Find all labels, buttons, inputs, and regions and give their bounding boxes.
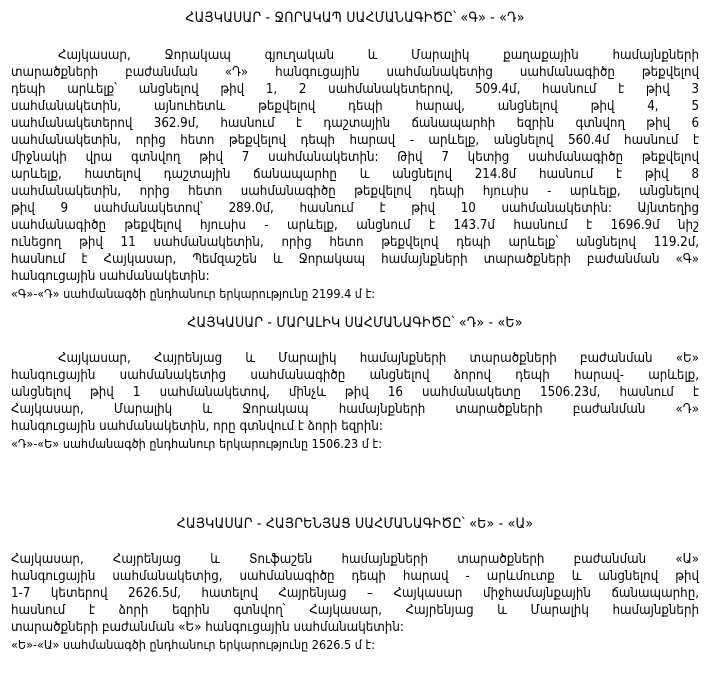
paragraph-line: սահմանակետերով 362.9մ, հասնում է դաշտային ճանապարհի եզրին գտնվող թիվ 6 — [11, 116, 699, 131]
paragraph-line: միջնակի վրա գտնվող թիվ 7 սահմանակետին: Թիվ 7 կետից սահմանագիծը թեքվելով — [11, 150, 699, 165]
paragraph-line: հանգուցային սահմանակետից, սահմանագիծը դեպի հարավ - արևմուտք և անցնելով թիվ — [11, 569, 699, 584]
paragraph-line: Հայկասար, Ջորակապ գյուղական և Մարալիկ քաղաքային համայնքների — [58, 48, 699, 63]
paragraph-line: սահմանակետին, այնուհետև թեքվելով դեպի հարավ, անցնելով թիվ 4, 5 — [11, 99, 699, 114]
paragraph-line: հանգուցային սահմանակետից սահմանագիծը անցնելով ձորով դեպի հարավ- արևելք, — [11, 368, 699, 383]
section-total-length: «Ե»-«Ա» սահմանագծի ընդհանուր երկարությունը 2626.5 մ է: — [11, 637, 375, 652]
section-heading-e-a: ՀԱՅԿԱՍԱՐ - ՀԱՅՐԵՆՅԱՑ ՍԱՀՄԱՆԱԳԻԾԸ՝ «Ե» - «Ա» — [176, 516, 534, 532]
paragraph-line: հասնում է ձորի եզրին գտնվող՝ Հայկասար, Հայրենյաց և Մարալիկ համայնքների — [11, 603, 699, 618]
paragraph-line: տարածքների բաժանման «Ե» հանգուցային սահմանակետին: — [11, 620, 404, 635]
paragraph-line: տարածքների բաժանման «Դ» հանգուցային սահմանակետից սահմանագիծը թեքվելով — [11, 65, 699, 80]
section-total-length: «Գ»-«Դ» սահմանագծի ընդհանուր երկարությունը 2199.4 մ է: — [11, 286, 376, 301]
paragraph-line: դեպի արևելք՝ անցնելով թիվ 1, 2 սահմանակետերով, 509.4մ, հասնում է թիվ 3 — [11, 82, 699, 97]
paragraph-line: հասնում է Հայկասար, Պեմզաշեն և Ջորակապ համայնքների տարածքների բաժանման «Գ» — [11, 252, 699, 267]
paragraph-line: Հայկասար, Հայրենյաց և Մարալիկ համայնքների տարածքների բաժանման «Ե» — [58, 351, 699, 366]
paragraph-line: թիվ 9 սահմանակետով՝ 289.0մ, հասնում է թիվ 10 սահմանակետին: Այնտեղից — [11, 201, 699, 216]
section-heading-g-d: ՀԱՅԿԱՍԱՐ - ՋՈՐԱԿԱՊ ՍԱՀՄԱՆԱԳԻԾԸ՝ «Գ» - «Դ» — [185, 10, 525, 26]
paragraph-line: ունեցող թիվ 11 սահմանակետին, որից հետո թեքվելով դեպի արևելք՝ անցնելով 119.2մ, — [11, 235, 699, 250]
paragraph-line: հանգուցային սահմանակետին: — [11, 269, 210, 284]
section-heading-d-e: ՀԱՅԿԱՍԱՐ - ՄԱՐԱԼԻԿ ՍԱՀՄԱՆԱԳԻԾԸ՝ «Դ» - «Ե» — [187, 315, 523, 331]
paragraph-line: անցնելով թիվ 1 սահմանակետով, մինչև թիվ 16 սահմանակետը 1506.23մ, հասնում է — [11, 385, 699, 400]
paragraph-line: 1-7 կետերով 2626.5մ, հատելով Հայրենյաց – Հայկասար միջհամայնքային ճանապարհը, — [11, 586, 699, 601]
paragraph-line: սահմանակետին, որից հետո սահմանագիծը թեքվելով դեպի հյուսիս - արևելք, անցնելով — [11, 184, 699, 199]
paragraph-line: Հայկասար, Մարալիկ և Ջորակապ համայնքների տարածքների բաժանման «Դ» — [11, 402, 699, 417]
paragraph-line: սահմանակետին, որից հետո թեքվելով դեպի հարավ - արևելք, անցնելով 560.4մ հասնում է — [11, 133, 699, 148]
section-total-length: «Դ»-«Ե» սահմանագծի ընդհանուր երկարությունը 1506.23 մ է: — [11, 436, 383, 451]
paragraph-line: սահմանագիծը թեքվելով հյուսիս - արևելք, անցնում է 143.7մ հասնում է 1696.9մ նիշ — [11, 218, 699, 233]
paragraph-line: Հայկասար, Հայրենյաց և Տուֆաշեն համայնքների տարածքների բաժանման «Ա» — [11, 552, 699, 567]
paragraph-line: արևելք, հատելով դաշտային ճանապարհը և անցնելով 214.8մ հասնում է թիվ 8 — [11, 167, 699, 182]
paragraph-line: հանգուցային սահմանակետին, որը գտնվում է ձորի եզրին: — [11, 419, 383, 434]
